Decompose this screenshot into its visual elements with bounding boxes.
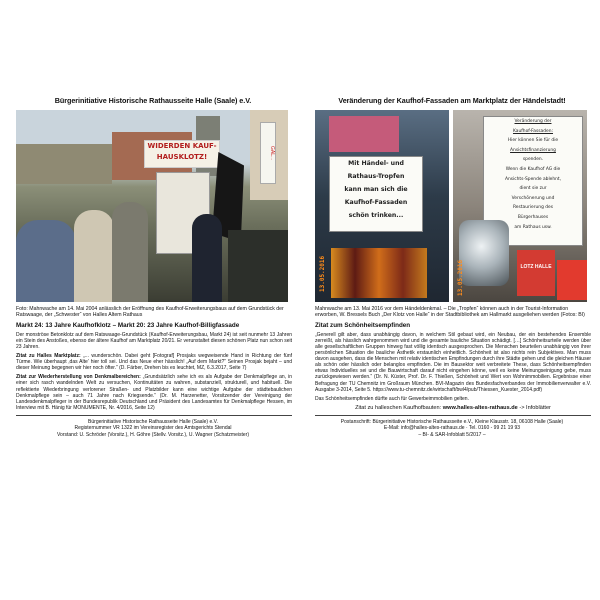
right-promo-label: Zitat zu halleschen Kaufhofbauten: xyxy=(355,404,442,411)
person-4 xyxy=(192,214,222,302)
left-para-3-body: „Grundsätzlich sehe ich es als Aufgabe der Denkmalpflege an, in einer sich rasch wandelnden Welt zu versuchen, Kontinuitäten zu wahren, substanziell, strukturell, und habituell. Die reflektierte Wiederbringung verlorener Straßen- und Platzbilder kann eine wichtige Aufgabe der städtebaulichen Denkmalpflege sein – auch 71 Jahre nach Kriegsende.“ (Dr. M. Harzenetter, Vorsitzender der Vereinigung der Landesdenkmalpfleger in der Bundesrepublik Deutschland und Präsident des Landesamtes für Denkmalpflege Hessen, im Interview mit B. Hänig für MONUMENTE, Nr. 4/2016, Seite 12) xyxy=(16,374,293,411)
bottles-top xyxy=(329,116,399,152)
protest-sign-line1: WIDERDEN KAUF- xyxy=(147,142,217,150)
right-footer-rule xyxy=(315,415,591,416)
left-para-2-body: „... wunderschön. Dabei geht [Fotograf] Prosjaks wegweisende Hand in Richtung der fünf Türme. Wie überhaupt ‚das Alte‘ hier toll sei. Und das Neue eher hässlich! „Auf dem Markt?“ Seinen Prosjak bejaht – und dieser Meinung begegnen wir hier noch öfter.“ (D. Färber, Drehen bis es leuchtet, MZ, 6.3.2017, Seite 7) xyxy=(16,353,292,372)
banner: GAL... xyxy=(260,122,276,184)
right-para-1-body: „Generell gilt aber, dass unabhängig davon, in welchem Stil gebaut wird, ein Neubau, der ein bestehendes Ensemble zerreißt, als hässlich wahrgenommen wird und die gesamte bauliche Situation schädigt. […] Schönheitsurteile werden über alle gesellschaftlichen Gruppen hinweg fast völlig identisch ausgesprochen. Die Menschen beurteilen unabhängig von ihrer persönlichen Situation die bauliche Ästhetik erstaunlich einheitlich. Schönheit ist also nichts rein Subjektives. Man muss davon ausgehen, dass die Menschen mit relativ identischen Empfindungen durch ihre Städte gehen und die gleichen Häuser als schön oder hässlich oder belanglos empfinden. Die im Bausektor weit verbreitete These, dass Schönheitsempfinden etwas Individuelles sei und die Bauwirtschaft darauf nicht eingehen könne, weil es keine Meinungseinigung gebe, muss zurückgewiesen werden.“ (Dr. N. Küster, Prof. Dr. F. Thießen, Schönheit und Wert von Wohnimmobilien. Ergebnisse einer Befragung der TU Chemnitz im Großraum München. BVI-Magazin des Bundesfachverbandes der Immobilienverwalter e.V. Ausgabe 3-2014, Seite 5. xyxy=(315,331,592,393)
building-left xyxy=(16,144,112,184)
right-subhead: Zitat zum Schönheitsempfinden xyxy=(315,321,411,329)
drops-card-line1: Mit Händel- und xyxy=(348,160,404,167)
right-footer-line3: – BI- & SAR-Infoblatt 5/2017 – xyxy=(418,431,486,438)
red-book xyxy=(557,260,587,300)
donation-card-line12: am Rathaus usw. xyxy=(514,224,552,230)
donation-card-line2: Kaufhof-Fassaden: xyxy=(512,128,553,134)
donation-card-line11: Bürgerhauses xyxy=(517,214,549,220)
left-heading: Bürgerinitiative Historische Rathausseite Halle (Saale) e.V. xyxy=(54,96,252,105)
left-subhead: Markt 24: 13 Jahre Kaufhofklotz – Markt 20: 23 Jahre Kaufhof-Billigfassade xyxy=(16,321,240,329)
donation-card-line8: dient sie zur xyxy=(519,186,547,192)
date-stamp-2: 13.05.2016 xyxy=(457,259,464,296)
donation-card-line10: Restaurierung des xyxy=(512,205,554,211)
right-photo-2 xyxy=(453,110,587,302)
left-photo xyxy=(16,110,288,302)
drops-card-line5: schön trinken... xyxy=(348,212,404,219)
protest-sign xyxy=(144,140,220,168)
person-2 xyxy=(74,210,114,302)
donation-card-line7: Ansichts-Spende ablehnt, xyxy=(504,176,562,182)
left-para-3 xyxy=(16,374,292,411)
drops-card-line3: kann man sich die xyxy=(344,186,408,193)
drops-card-line2: Rathaus-Tropfen xyxy=(347,173,405,180)
right-footer-line2: E-Mail: info@halles-altes-rathaus.de · Tel. 0160 - 99 21 19 93 xyxy=(383,425,521,432)
glass-jar xyxy=(459,220,509,286)
left-footer xyxy=(14,419,292,438)
donation-card-line4: Ansichtsfinanzierung xyxy=(510,147,556,153)
donation-card-line9: Verschönerung und xyxy=(511,195,555,201)
left-para-3-lead: Zitat zur Wiederherstellung von Denkmalbereichen: xyxy=(16,374,141,381)
left-footer-line1: Bürgerinitiative Historische Rathausseite Halle (Saale) e.V. xyxy=(88,418,218,425)
book-cover: LOTZ HALLE xyxy=(517,250,555,296)
right-caption: Mahnwache am 13. Mai 2016 vor dem Händeldenkmal. – Die „Tropfen“ können auch in der Tourist-Information erworben, W. Bressels Buch „Der Klotz von Halle“ in der Stadtbibliothek am Hallmarkt ausgeliehen werden (Fotos: BI) xyxy=(315,306,585,319)
right-para-1 xyxy=(315,332,591,393)
right-para-2: Das Schönheitsempfinden dürfte auch für Gewerbeimmobilien gelten. xyxy=(315,395,469,402)
right-footer xyxy=(313,419,591,438)
right-heading: Veränderung der Kaufhof-Fassaden am Marktplatz der Händelstadt! xyxy=(338,96,566,105)
protest-sign-line2: HAUSKLOTZ! xyxy=(156,153,208,161)
person-5 xyxy=(228,230,288,302)
date-stamp-1: 13.05.2016 xyxy=(319,255,326,292)
right-promo xyxy=(315,405,591,411)
left-footer-line2: Registernummer VR 1322 im Vereinsregister des Amtsgerichts Stendal xyxy=(74,425,232,432)
left-para-2-lead: Zitat zu Halles Marktplatz: xyxy=(16,353,81,360)
person-3 xyxy=(112,202,148,302)
right-photo-1 xyxy=(315,110,449,302)
left-para-2 xyxy=(16,353,292,371)
left-caption: Foto: Mahnwache am 14. Mai 2004 anlässlich der Eröffnung des Kaufhof-Erweiterungsbaus auf dem Grundstück der Ratswaage, der „Schwester“ von Halles Altem Rathaus xyxy=(16,306,284,319)
right-promo-tail: -> Infoblätter xyxy=(519,404,551,411)
right-promo-url[interactable]: www.halles-altes-rathaus.de xyxy=(442,404,518,411)
donation-card-line3: Hier können Sie für die xyxy=(507,138,559,144)
bottles-bottom xyxy=(331,248,427,298)
right-footer-line1: Postanschrift: Bürgerinitiative Historische Rathausseite e.V., Kleine Klausstr. 18, 06108 Halle (Saale) xyxy=(340,418,564,425)
drops-card xyxy=(329,156,423,232)
left-footer-rule xyxy=(16,415,292,416)
right-column xyxy=(313,96,591,438)
left-column xyxy=(14,96,292,438)
donation-card-line5: spenden. xyxy=(522,157,544,163)
donation-card-line1: Veränderung der xyxy=(514,119,552,124)
drops-card-line4: Kaufhof-Fassaden xyxy=(344,199,408,206)
donation-card-line6: Wenn die Kaufhof AG die xyxy=(505,166,561,172)
right-para-1-link[interactable]: https://www.tu-chemnitz.de/wirtschaft/bwl4/pub/Thiessen_Kuester_2014.pdf) xyxy=(372,386,543,393)
left-para-1: Der monströse Betonklotz auf dem Ratswaage-Grundstück (Kaufhof-Erweiterungsbau, Markt 24) ist seit nunmehr 13 Jahren ein Stein des Anstoßes, ebenso der ältere Kaufhof am Marktplatz 20/21. Er verunstaltet diesen schönen Platz nun schon seit 23 Jahren. xyxy=(16,331,292,350)
right-photos xyxy=(315,110,587,302)
left-footer-line3: Vorstand: U. Schröder (Vorsitz.), H. Göhre (Stellv. Vorsitz.), U. Wagner (Schatzmeister) xyxy=(56,431,249,438)
person-1 xyxy=(16,220,76,302)
